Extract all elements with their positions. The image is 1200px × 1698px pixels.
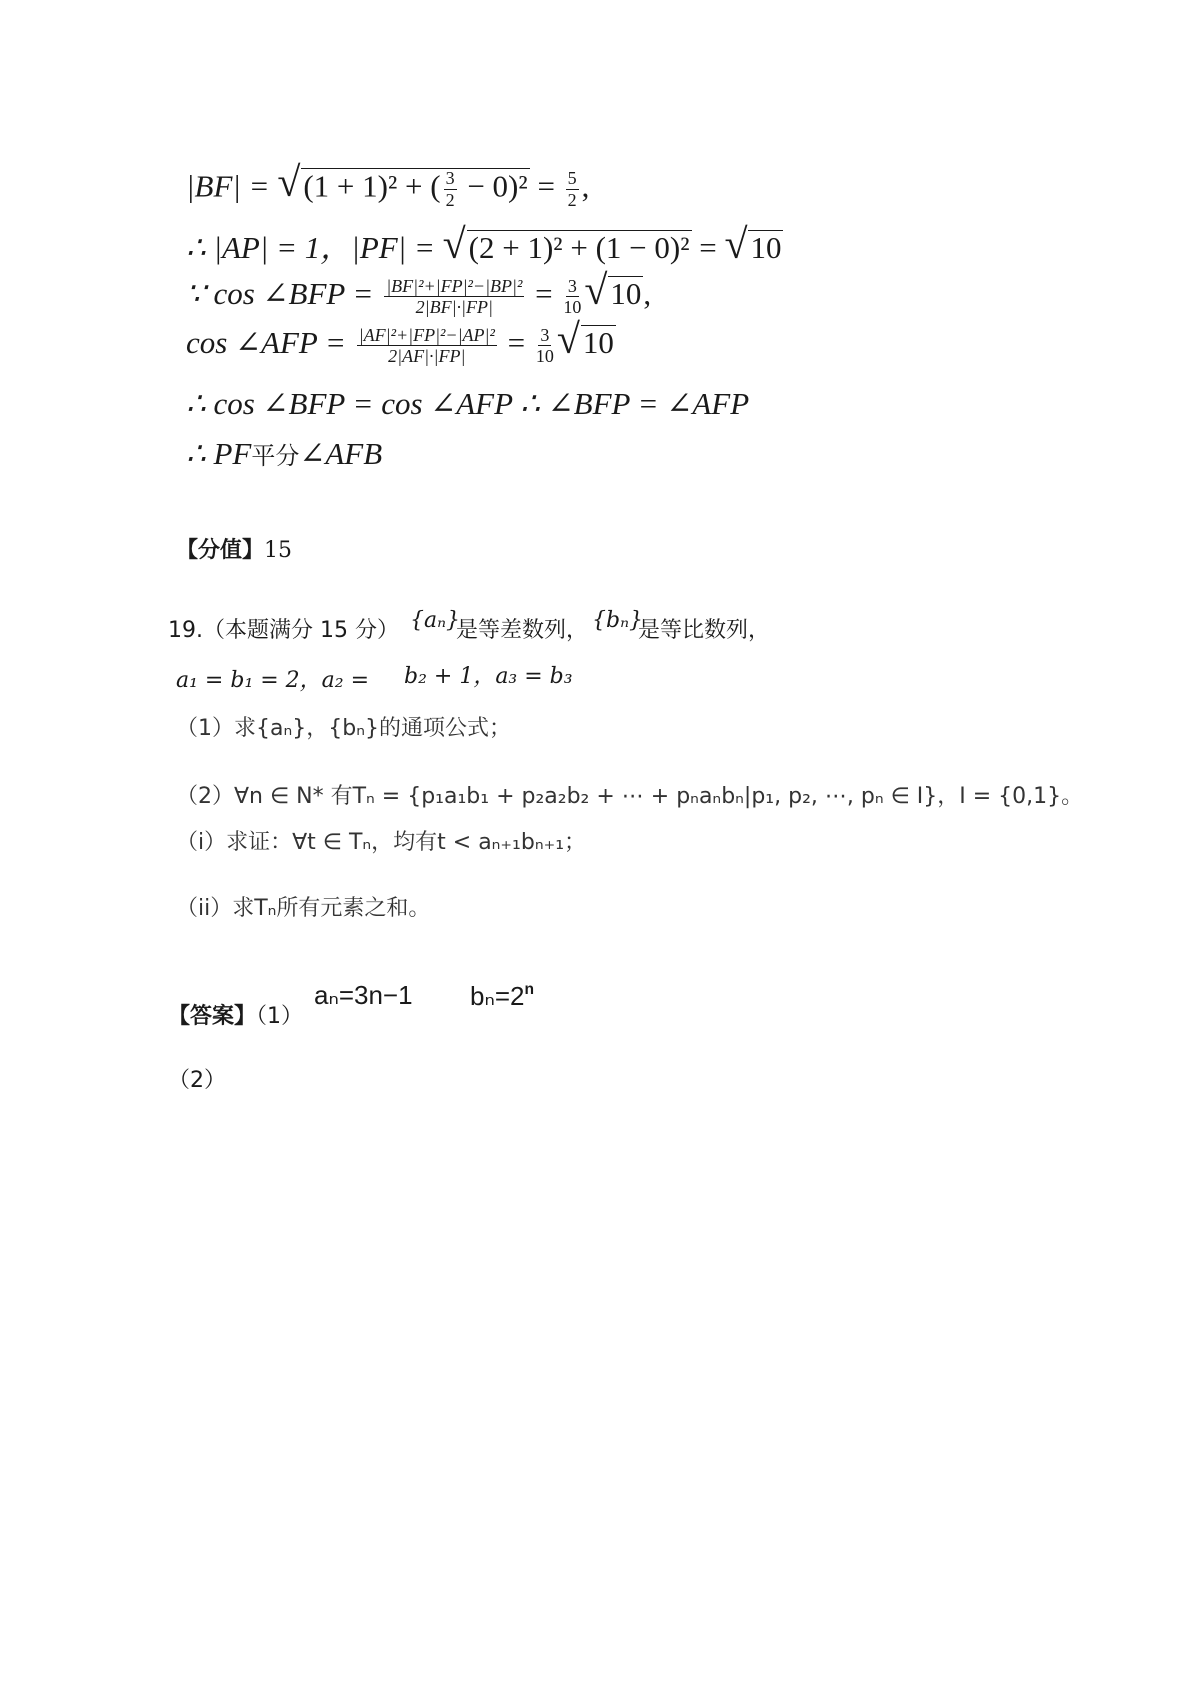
score-line: 【分值】15 [176,538,293,563]
answer-bn: $b_n=2^n$ [470,980,534,1011]
problem-19-seq-b: {bₙ} [592,608,643,633]
solution-line-cos-bfp: ∵ cos ∠BFP = $\frac{\text{|BF|²+|FP|²−|BP|²}}{2|BF|\cdot|FP|}$ = $\frac{3}{10}$ √ 10, [186,268,652,318]
problem-19-arith-text: 是等差数列， [456,618,589,643]
bf-sqrt: √ (1 + 1)² + ( $\frac{3}{2}$ − 0)² [277,160,528,210]
answer-part-2-tag: （2） [168,1068,226,1093]
sqrt-10: √ 10 [724,222,782,268]
solution-line-cos-afp: cos ∠AFP = $\frac{\text{|AF|²+|FP|²−|AP|²}}{2|AF|\cdot|FP|}$ = $\frac{3}{10}$ √ 10 [186,317,614,367]
problem-19-part-2: （2）∀n ∈ N* 有Tₙ = {p₁a₁b₁ + p₂a₂b₂ + ⋯ + pₙaₙbₙ|p₁, p₂, ⋯, pₙ ∈ I}，I = {0,1}。 [176,784,1084,809]
problem-19-cond-2: b₂ + 1，a₃ = b₃ [404,664,573,689]
problem-19-geom-text: 是等比数列， [638,618,771,643]
solution-line-bf: |BF| = √ (1 + 1)² + ( $\frac{3}{2}$ − 0)² = $\frac{5}{2}$ , [186,160,590,210]
pf-sqrt: √ (2 + 1)² + (1 − 0)² [442,222,690,268]
cos-bfp-fraction: $\frac{\text{|BF|²+|FP|²−|BP|²}}{2|BF|\cdot|FP|}$ [386,275,523,318]
cos-afp-fraction: $\frac{\text{|AF|²+|FP|²−|AP|²}}{2|AF|\cdot|FP|}$ [358,324,495,367]
solution-line-angles-equal: ∴ cos ∠BFP = cos ∠AFP ∴ ∠BFP = ∠AFP [186,386,750,421]
answer-an: aₙ=3n−1 [314,980,413,1010]
problem-19-part-1: （1）求{aₙ}，{bₙ}的通项公式； [176,716,511,741]
problem-19-part-2-ii: （ii）求Tₙ所有元素之和。 [176,896,431,921]
problem-19-part-2-i: （i）求证：∀t ∈ Tₙ，均有t < aₙ₊₁bₙ₊₁； [176,830,587,855]
problem-19-seq-a: {aₙ} [410,608,461,633]
bf-lhs: |BF| = [186,168,278,204]
problem-19-cond-1: a₁ = b₁ = 2，a₂ = [176,668,370,693]
solution-line-ap-pf: ∴ |AP| = 1，|PF| = √ (2 + 1)² + (1 − 0)² = √ 10 [186,222,782,268]
bf-result-fraction: $\frac{5}{2}$ [567,168,577,210]
solution-line-conclusion: ∴ PF平分∠AFB [186,436,383,471]
problem-19-heading: 19.（本题满分 15 分） [168,618,399,643]
answer-line: 【答案】（1） [168,1004,304,1029]
